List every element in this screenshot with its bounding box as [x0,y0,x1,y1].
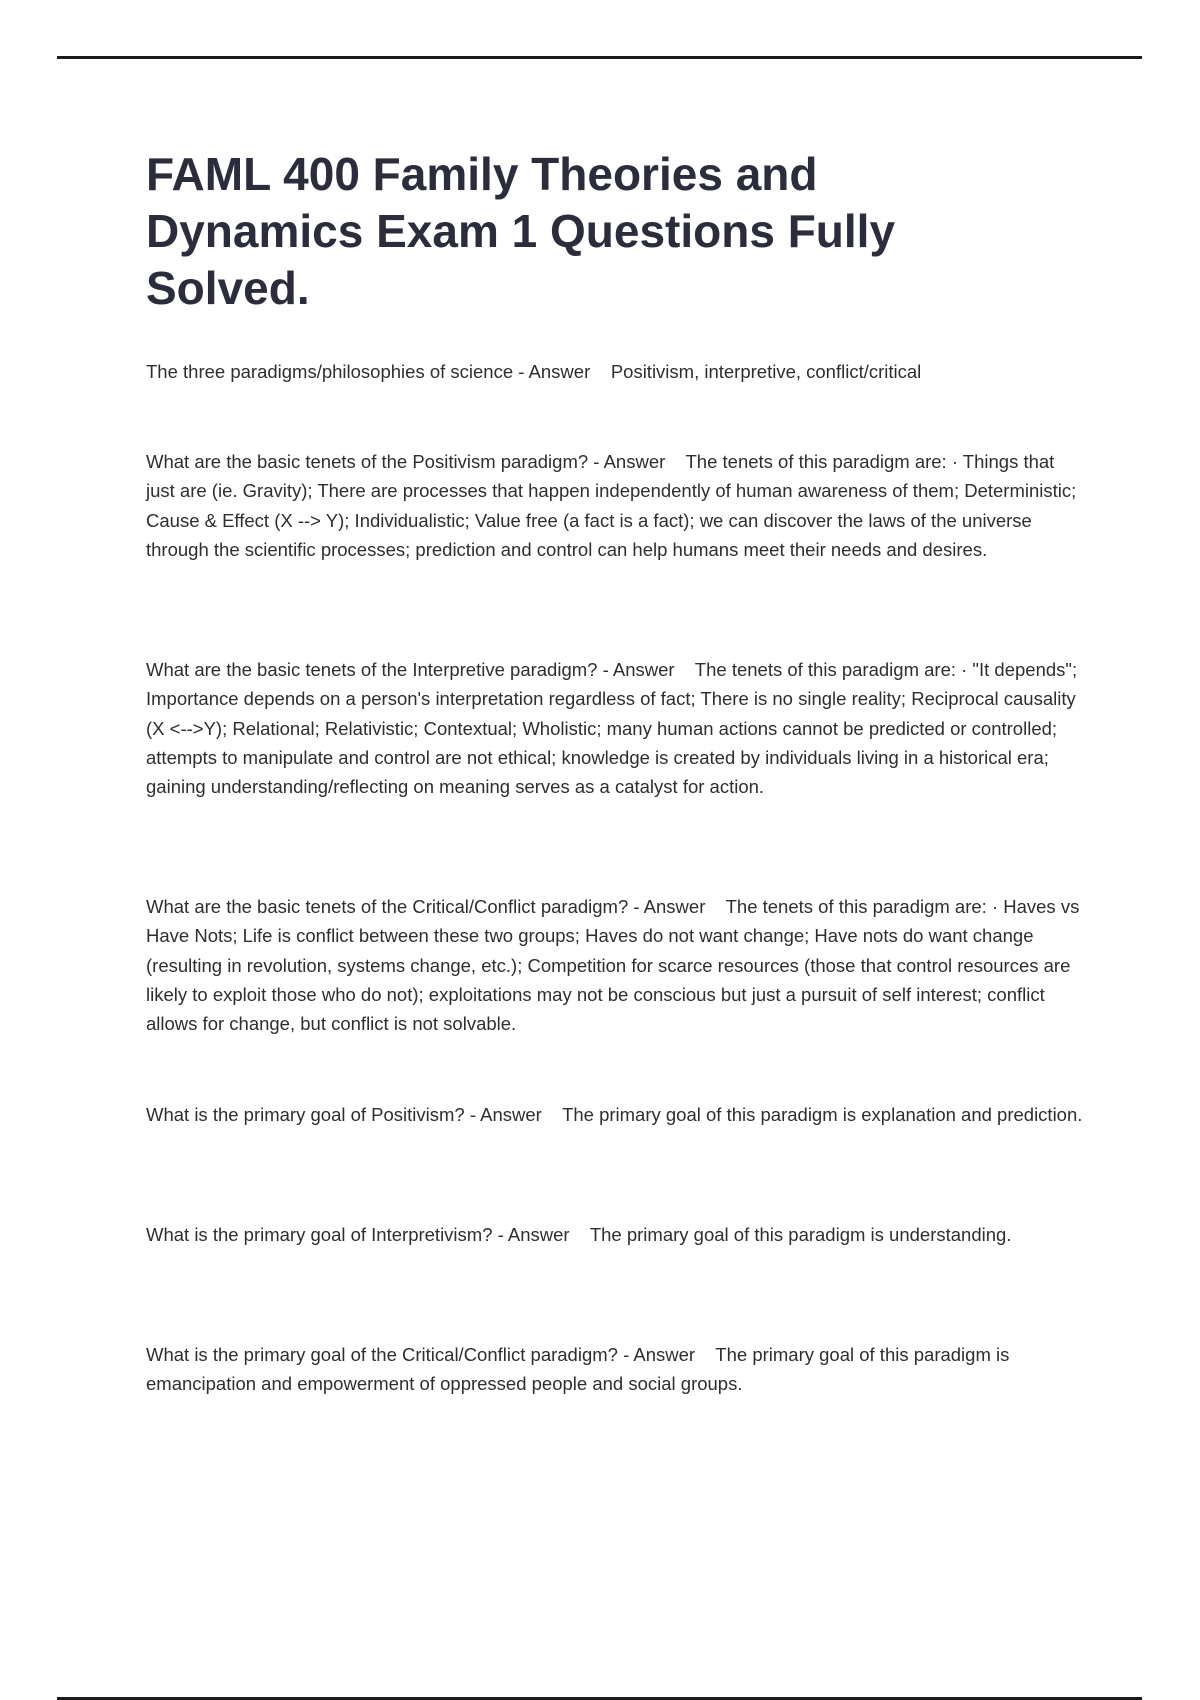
document-title: FAML 400 Family Theories and Dynamics Exam 1 Questions Fully Solved. [146,148,896,314]
header-rule [57,56,1142,59]
question-text: What is the primary goal of Positivism? - Answer [146,1104,542,1125]
question-text: The three paradigms/philosophies of science - Answer [146,361,591,382]
answer-text: The primary goal of this paradigm is understanding. [589,1224,1012,1245]
question-text: What are the basic tenets of the Critical/Conflict paradigm? - Answer [146,896,706,917]
question-text: What are the basic tenets of the Positivism paradigm? - Answer [146,451,666,472]
qa-item [146,447,1086,564]
qa-item [146,1340,1086,1399]
answer-text: The tenets of this paradigm are: · "It depends"; Importance depends on a person's interpretation regardless of fact; There is no single reality; Reciprocal causality (X <-->Y); Relational; Relativistic; Contextual; Wholistic; many human actions cannot be predicted or controlled; attempts to manipulate and control are not ethical; knowledge is created by individuals living in a historical era; gaining understanding/reflecting on meaning serves as a catalyst for action. [146,659,1078,798]
answer-text: The tenets of this paradigm are: · Things that just are (ie. Gravity); There are processes that happen independently of human awareness of them; Deterministic; Cause & Effect (X --> Y); Individualistic; Value free (a fact is a fact); we can discover the laws of the universe through the scientific processes; prediction and control can help humans meet their needs and desires. [146,451,1077,560]
qa-item [146,1220,1086,1249]
qa-item [146,1100,1086,1129]
qa-item [146,655,1086,801]
qa-item [146,357,1086,386]
answer-text: The primary goal of this paradigm is emancipation and empowerment of oppressed people and social groups. [146,1344,1010,1395]
qa-item [146,892,1086,1038]
answer-text: The primary goal of this paradigm is explanation and prediction. [562,1104,1083,1125]
question-text: What are the basic tenets of the Interpretive paradigm? - Answer [146,659,675,680]
answer-text: The tenets of this paradigm are: · Haves vs Have Nots; Life is conflict between these two groups; Haves do not want change; Have nots do want change (resulting in revolution, systems change, etc.); Competition for scarce resources (those that control resources are likely to exploit those who do not); exploitations may not be conscious but just a pursuit of self interest; conflict allows for change, but conflict is not solvable. [146,896,1080,1035]
question-text: What is the primary goal of Interpretivism? - Answer [146,1224,570,1245]
question-text: What is the primary goal of the Critical/Conflict paradigm? - Answer [146,1344,696,1365]
answer-text: Positivism, interpretive, conflict/critical [610,361,922,382]
